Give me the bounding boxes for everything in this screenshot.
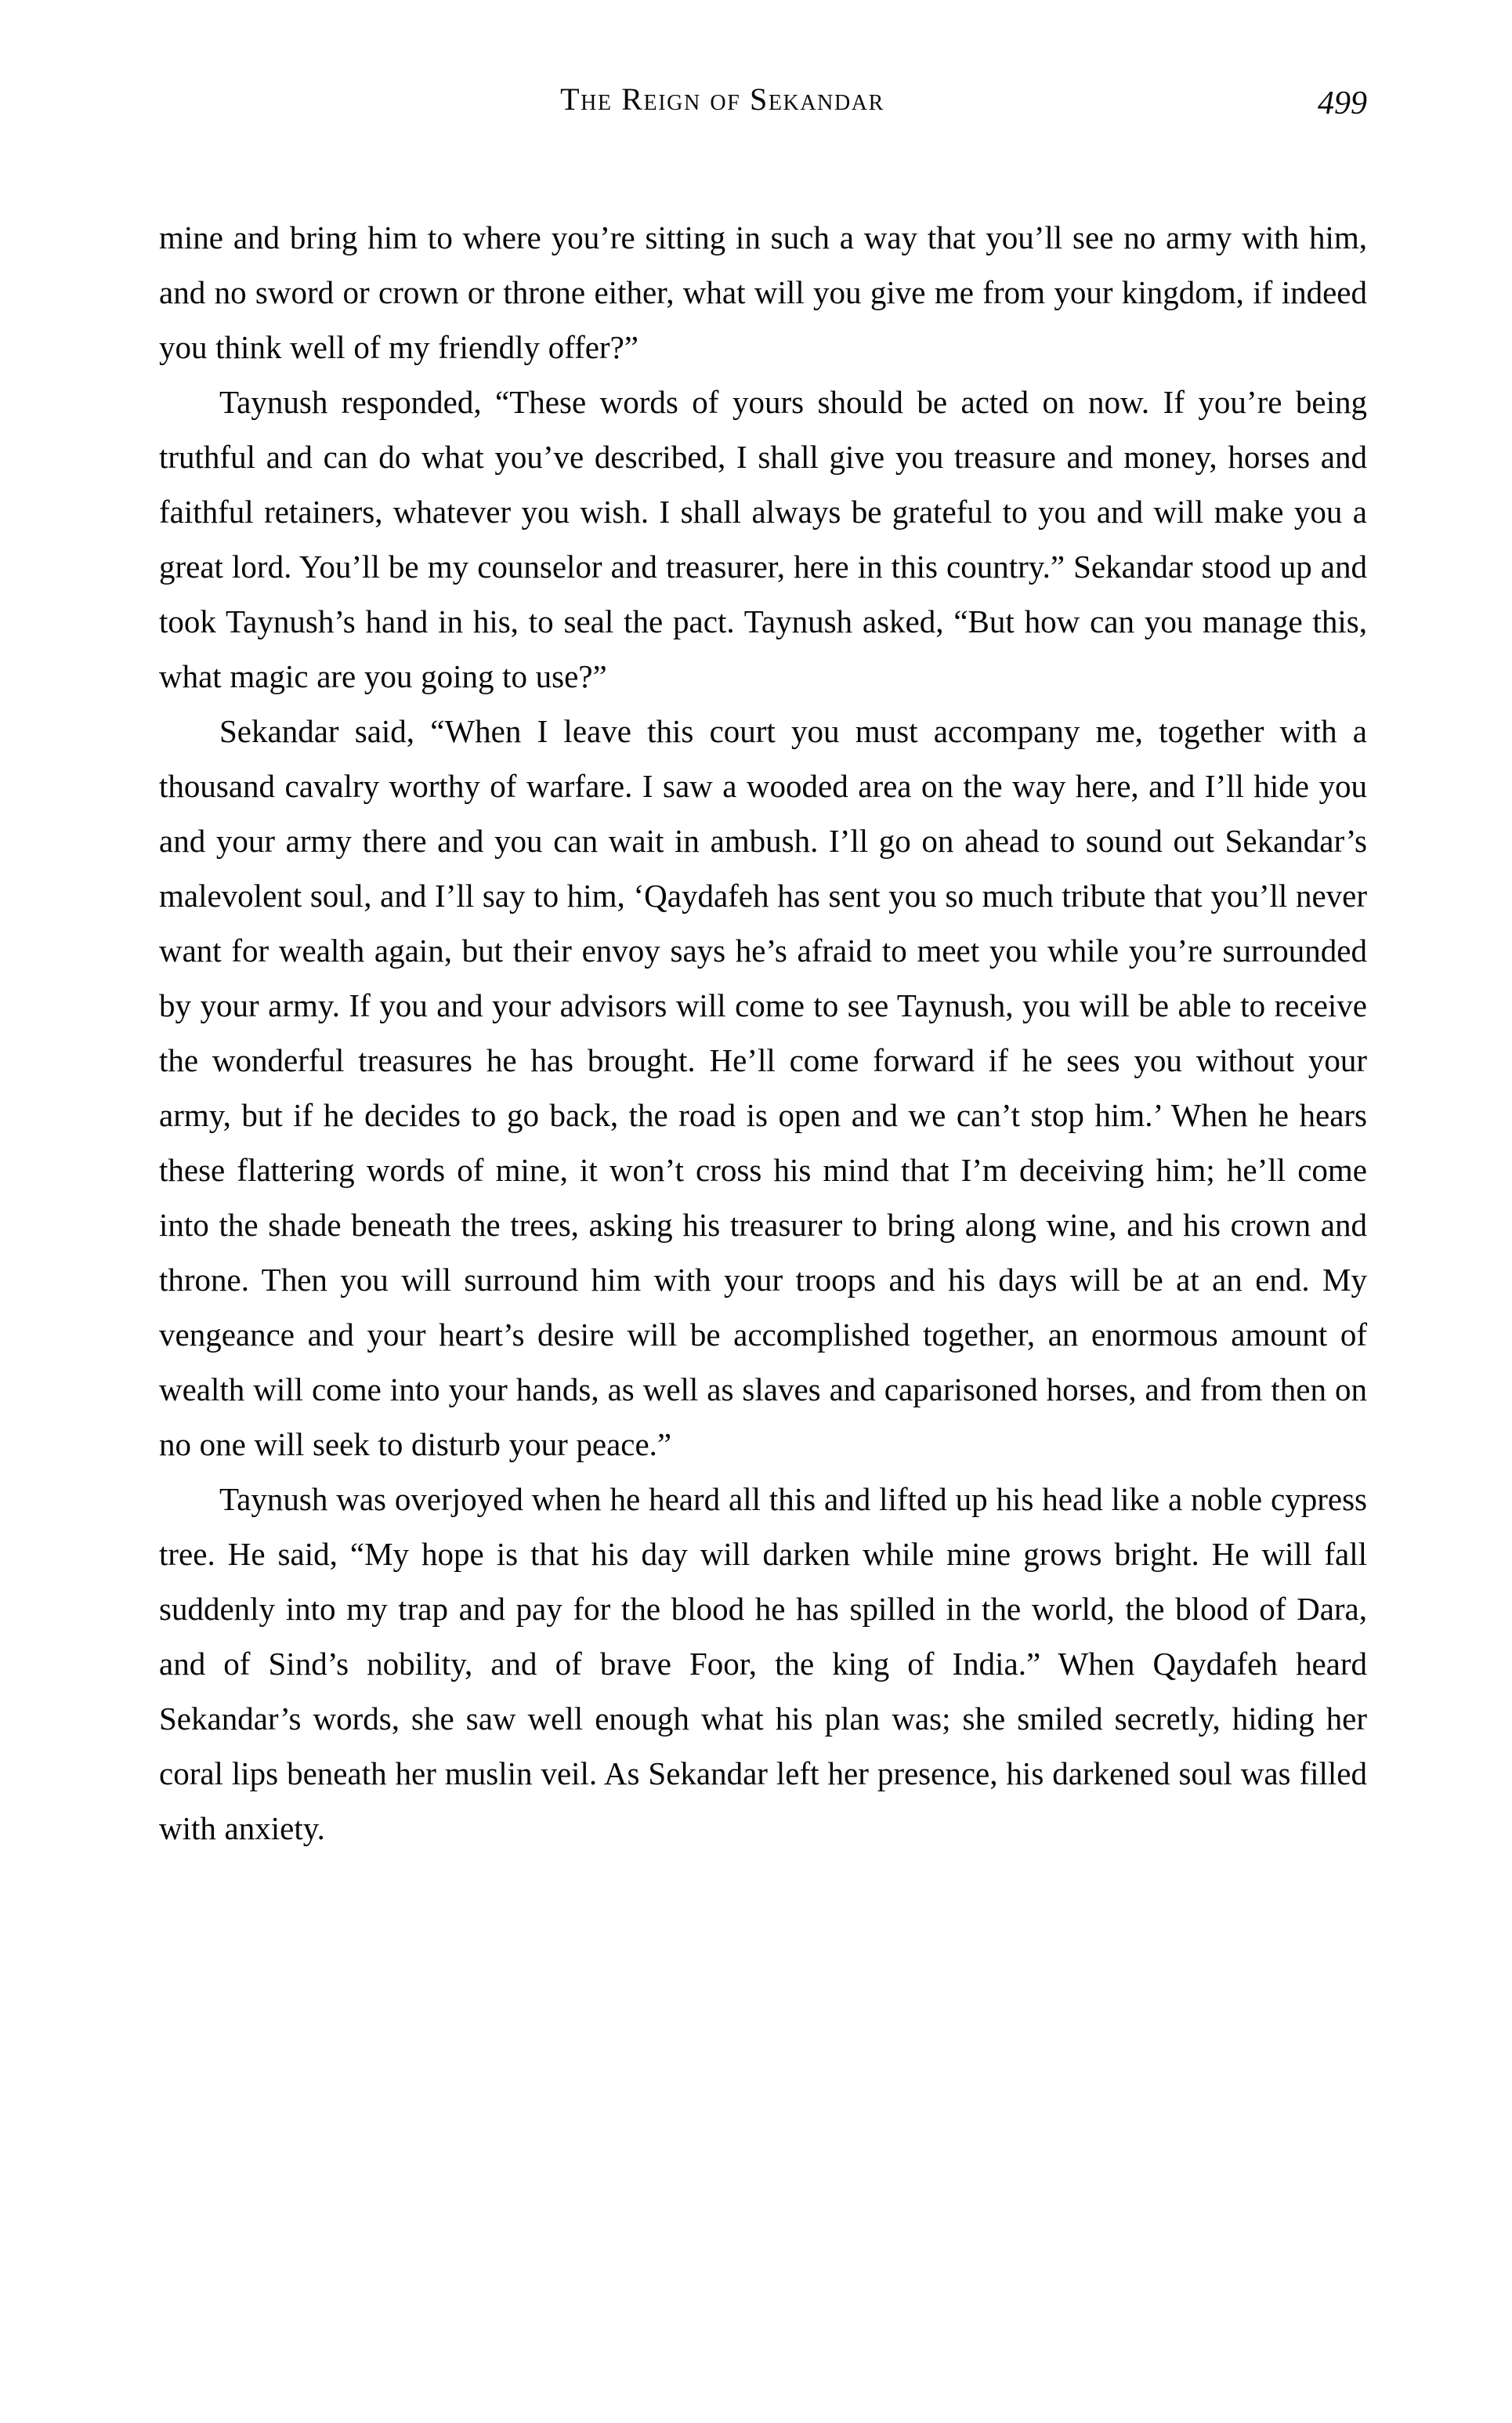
running-head-title: The Reign of Sekandar (560, 81, 884, 117)
paragraph-2: Taynush responded, “These words of yours should be acted on now. If you’re being truthful and can do what you’ve described, I shall give you treasure and money, horses and faithful retainers, whatever you wish. I shall always be grateful to you and will make you a great lord. You’ll be my counselor and treasurer, here in this country.” Sekandar stood up and took Taynush’s hand in his, to seal the pact. Taynush asked, “But how can you manage this, what magic are you going to use?” (159, 384, 1367, 694)
running-head (159, 81, 1367, 130)
paragraph-1: mine and bring him to where you’re sitting in such a way that you’ll see no army with him, and no sword or crown or throne either, what will you give me from your kingdom, if indeed you think well of my friendly offer?” (159, 219, 1367, 365)
paragraph-3: Sekandar said, “When I leave this court you must accompany me, together with a thousand cavalry worthy of warfare. I saw a wooded area on the way here, and I’ll hide you and your army there and you can wait in ambush. I’ll go on ahead to sound out Sekandar’s malevolent soul, and I’ll say to him, ‘Qaydafeh has sent you so much tribute that you’ll never want for wealth again, but their envoy says he’s afraid to meet you while you’re surrounded by your army. If you and your advisors will come to see Taynush, you will be able to receive the wonderful treasures he has brought. He’ll come forward if he sees you without your army, but if he decides to go back, the road is open and we can’t stop him.’ When he hears these flattering words of mine, it won’t cross his mind that I’m deceiving him; he’ll come into the shade beneath the trees, asking his treasurer to bring along wine, and his crown and throne. Then you will surround him with your troops and his days will be at an end. My vengeance and your heart’s desire will be accomplished together, an enormous amount of wealth will come into your hands, as well as slaves and caparisoned horses, and from then on no one will seek to disturb your peace.” (159, 713, 1367, 1462)
page-number: 499 (1318, 85, 1367, 121)
body-text-block (159, 210, 1367, 1856)
paragraph-4: Taynush was overjoyed when he heard all this and lifted up his head like a noble cypress tree. He said, “My hope is that his day will darken while mine grows bright. He will fall suddenly into my trap and pay for the blood he has spilled in the world, the blood of Dara, and of Sind’s nobility, and of brave Foor, the king of India.” When Qaydafeh heard Sekandar’s words, she saw well enough what his plan was; she smiled secretly, hiding her coral lips beneath her muslin veil. As Sekandar left her presence, his darkened soul was filled with anxiety. (159, 1481, 1367, 1846)
